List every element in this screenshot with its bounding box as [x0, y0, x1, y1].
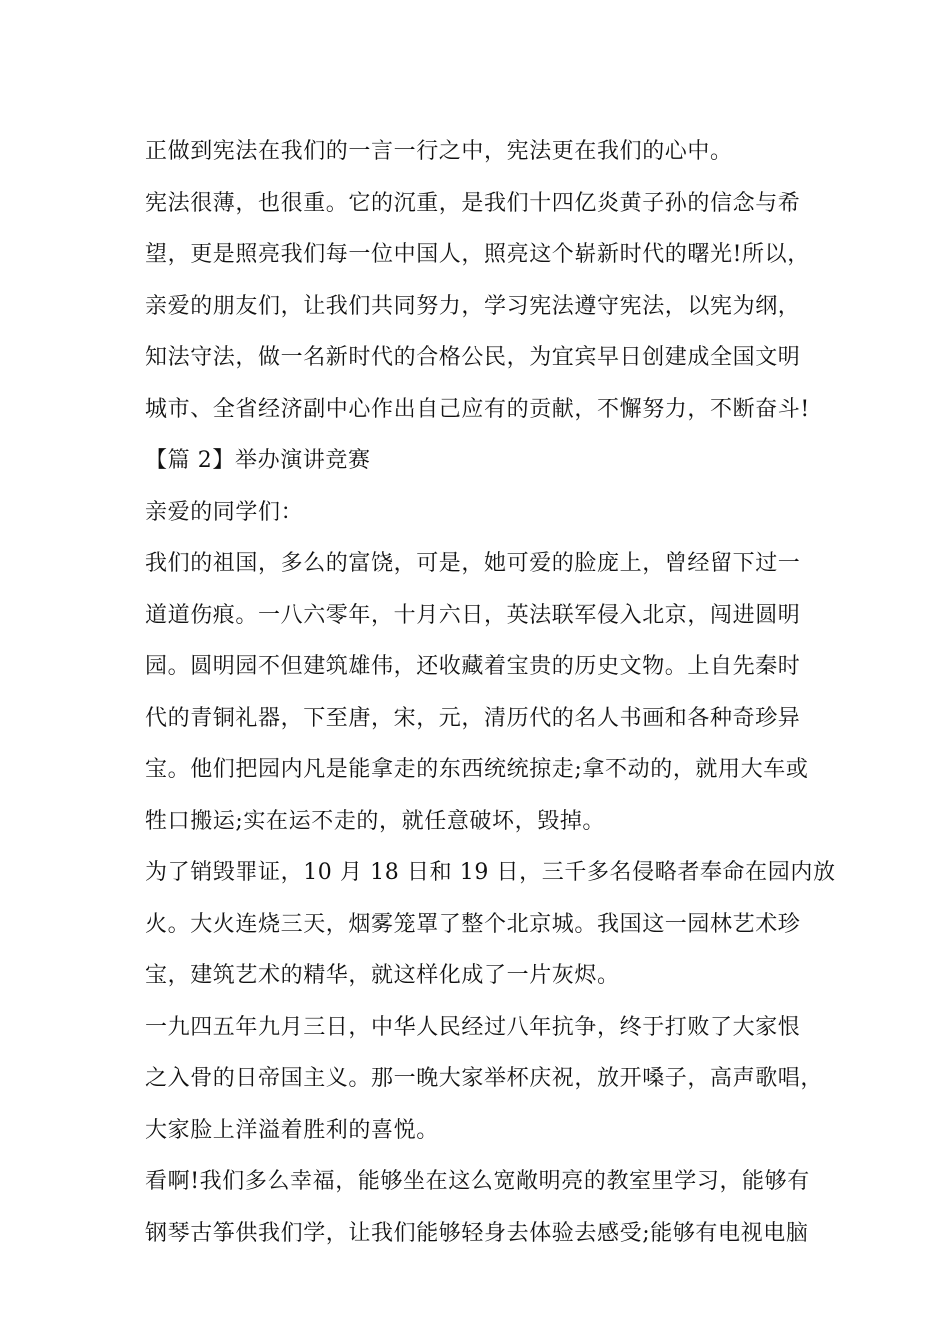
text-line: 宝。他们把园内凡是能拿走的东西统统掠走;拿不动的，就用大车或	[145, 757, 809, 782]
text-line: 钢琴古筝供我们学，让我们能够轻身去体验去感受;能够有电视电脑	[145, 1220, 809, 1246]
text-line: 代的青铜礼器，下至唐，宋，元，清历代的名人书画和各种奇珍异	[145, 705, 801, 731]
text-line: 牲口搬运;实在运不走的，就任意破坏，毁掉。	[145, 808, 606, 834]
text-line: 看啊!我们多么幸福，能够坐在这么宽敞明亮的教室里学习，能够有	[145, 1169, 810, 1194]
text-line: 宝，建筑艺术的精华，就这样化成了一片灰烬。	[145, 963, 620, 988]
text-line: 城市、全省经济副中心作出自己应有的贡献，不懈努力，不断奋斗!	[145, 396, 810, 422]
text-line: 园。圆明园不但建筑雄伟，还收藏着宝贵的历史文物。上自先秦时	[145, 654, 801, 679]
text-line: 亲爱的朋友们，让我们共同努力，学习宪法遵守宪法，以宪为纲，	[145, 293, 801, 319]
text-line: 大家脸上洋溢着胜利的喜悦。	[145, 1117, 439, 1143]
text-line: 一九四五年九月三日，中华人民经过八年抗争，终于打败了大家恨	[145, 1014, 801, 1040]
salutation: 亲爱的同学们：	[145, 499, 304, 525]
text-line: 道道伤痕。一八六零年，十月六日，英法联军侵入北京，闯进圆明	[145, 602, 801, 628]
text-line: 知法守法，做一名新时代的合格公民，为宜宾早日创建成全国文明	[145, 345, 801, 370]
text-line: 之入骨的日帝国主义。那一晚大家举杯庆祝，放开嗓子，高声歌唱，	[145, 1066, 824, 1091]
section-heading: 【篇 2】举办演讲竞赛	[145, 448, 371, 473]
text-line: 宪法很薄，也很重。它的沉重，是我们十四亿炎黄子孙的信念与希	[145, 190, 801, 216]
text-line: 正做到宪法在我们的一言一行之中，宪法更在我们的心中。	[145, 139, 733, 164]
text-line: 我们的祖国，多么的富饶，可是，她可爱的脸庞上，曾经留下过一	[145, 551, 801, 576]
text-line: 望，更是照亮我们每一位中国人，照亮这个崭新时代的曙光!所以，	[145, 242, 810, 267]
document-body	[145, 126, 836, 1259]
text-line: 火。大火连烧三天，烟雾笼罩了整个北京城。我国这一园林艺术珍	[145, 911, 801, 937]
text-line: 为了销毁罪证，10 月 18 日和 19 日，三千多名侵略者奉命在园内放	[145, 860, 836, 885]
